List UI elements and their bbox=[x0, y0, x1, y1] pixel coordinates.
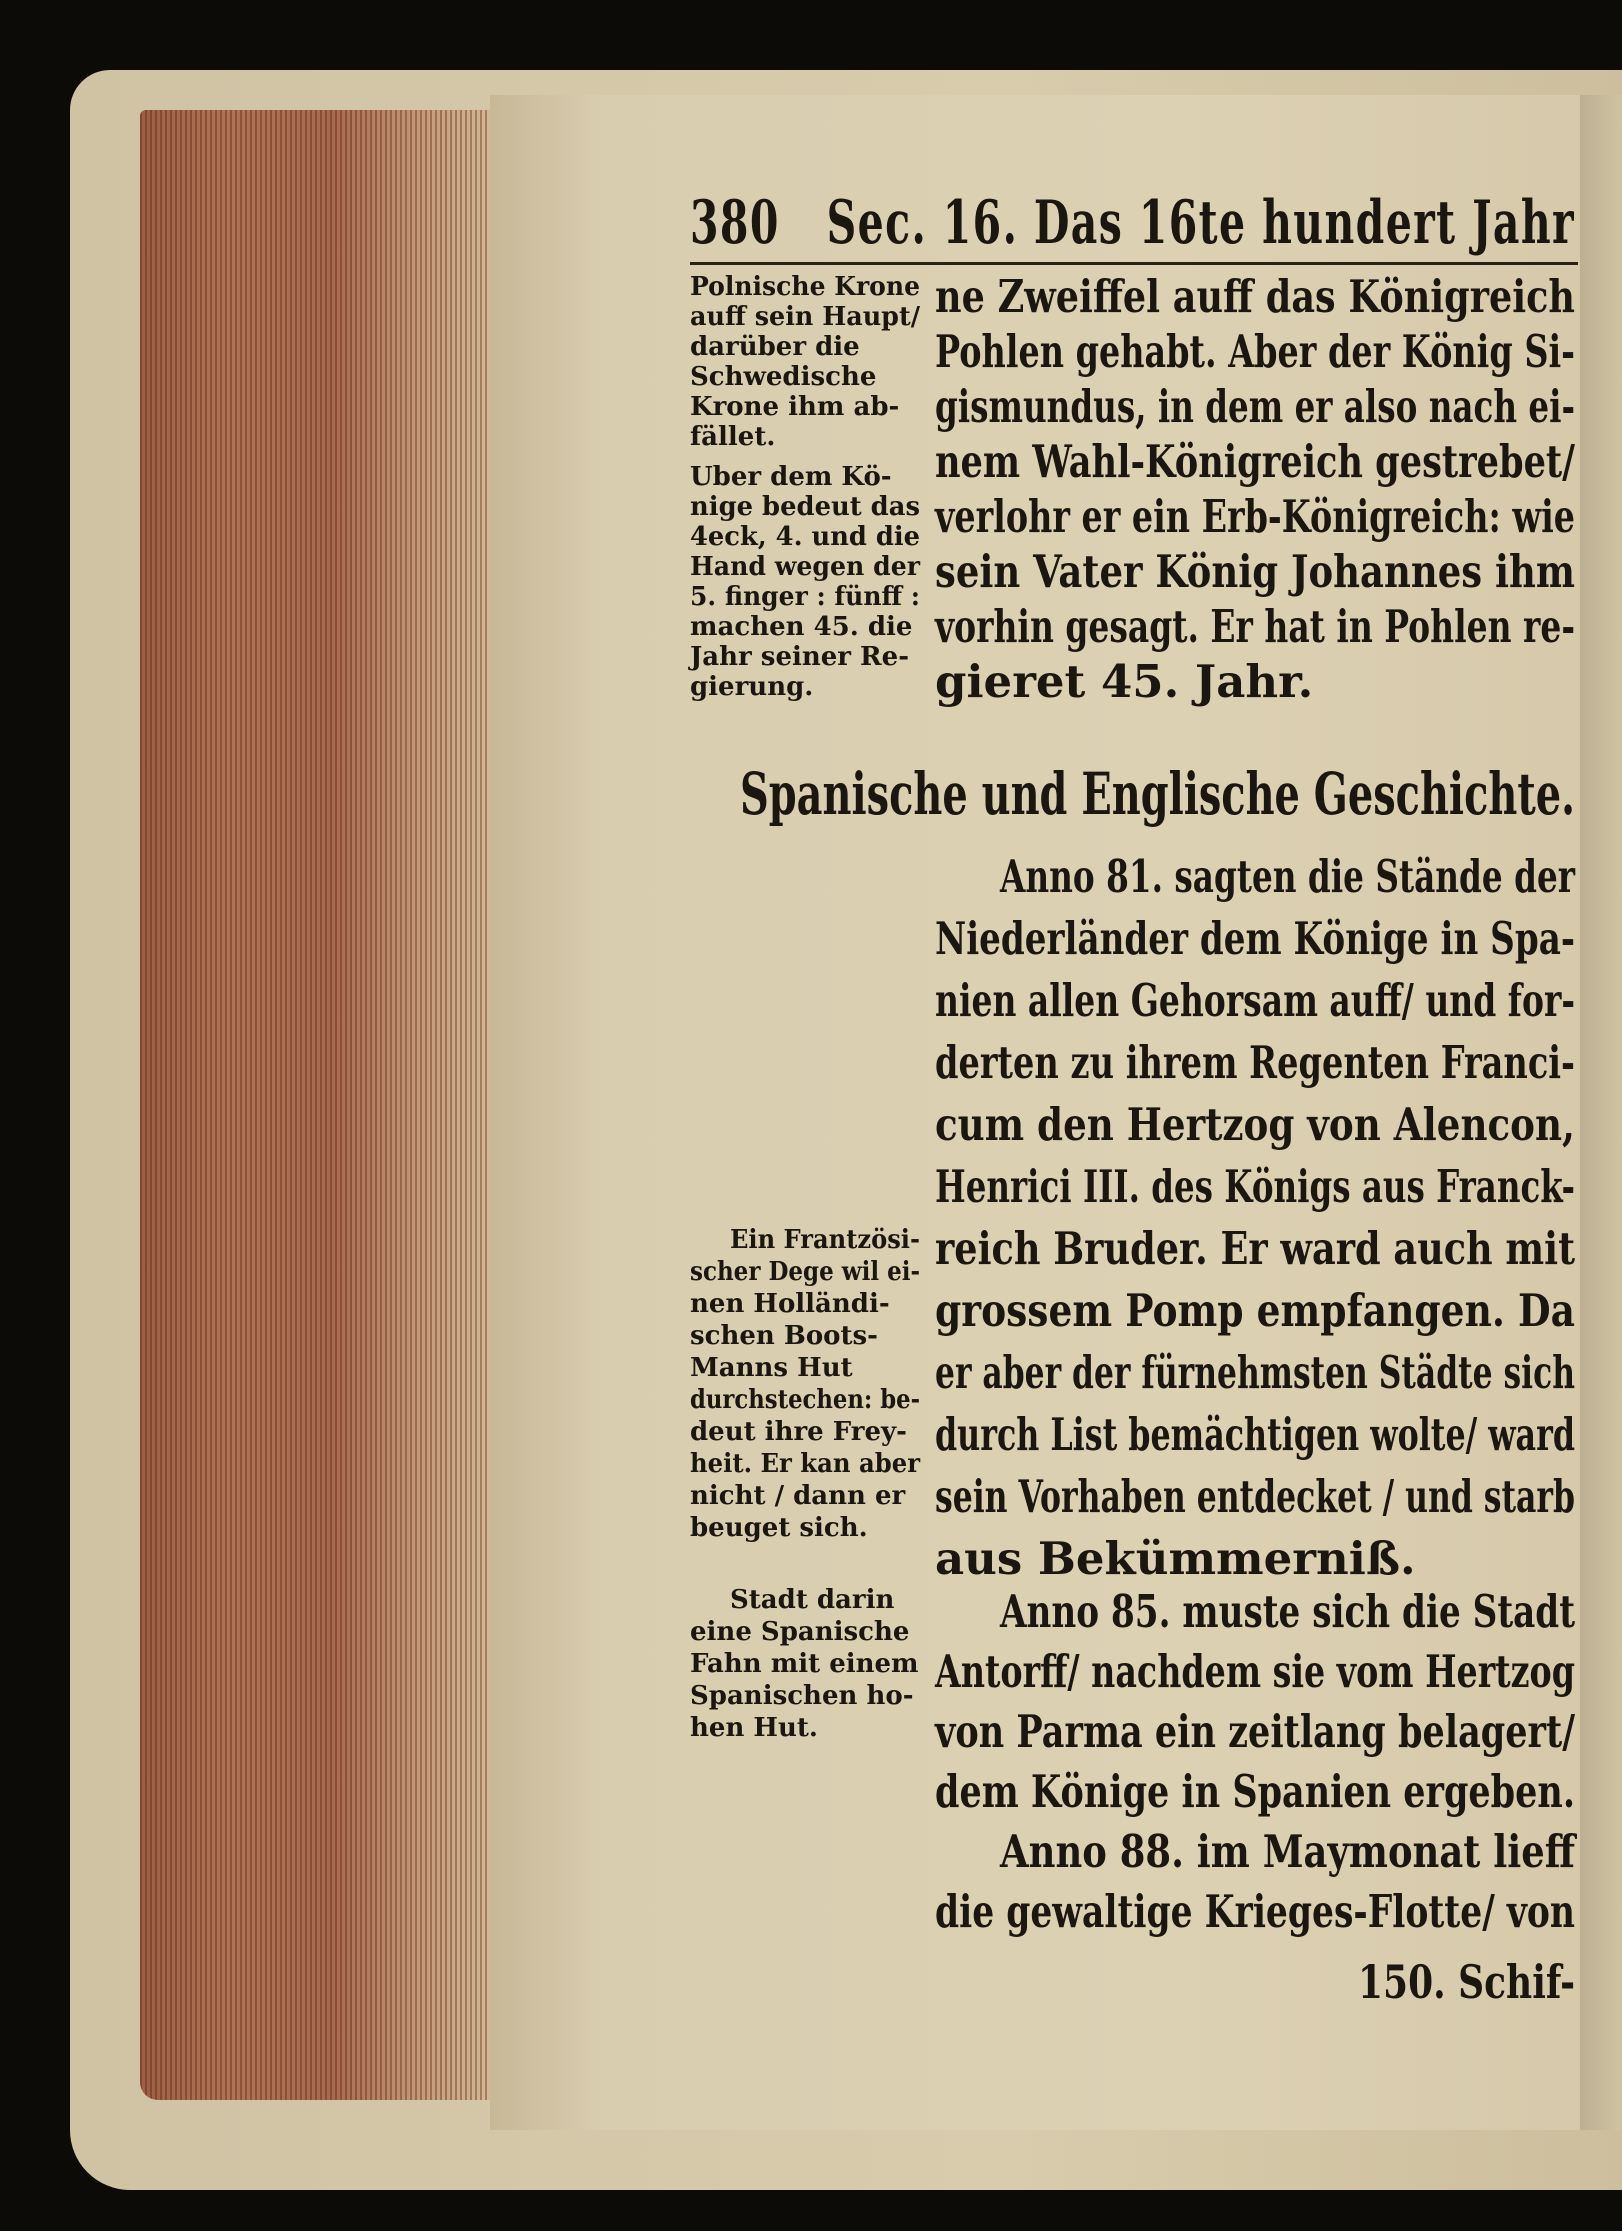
body-text-line: nien allen Gehorsam auff/ und for- bbox=[935, 974, 1575, 1027]
margin-note-line: Fahn mit einem bbox=[690, 1649, 919, 1679]
margin-note-line: Uber dem Kö- bbox=[690, 462, 892, 492]
margin-note-line: Ein Frantzösi- bbox=[730, 1225, 920, 1255]
margin-note-line: darüber die bbox=[690, 332, 860, 362]
margin-note-line: Schwedische bbox=[690, 362, 877, 392]
margin-note-line: Stadt darin bbox=[730, 1585, 895, 1615]
margin-note-line: beuget sich. bbox=[690, 1513, 868, 1543]
margin-note-line: scher Dege wil ei- bbox=[690, 1257, 920, 1287]
margin-note-line: machen 45. die bbox=[690, 612, 913, 642]
body-text-line: Antorff/ nachdem sie vom Hertzog bbox=[935, 1645, 1575, 1698]
body-text-line: aus Bekümmerniß. bbox=[935, 1532, 1416, 1585]
body-text-line: Anno 88. im Maymonat lieff bbox=[1000, 1825, 1575, 1878]
margin-note-line: Spanischen ho- bbox=[690, 1681, 914, 1711]
margin-note-line: Manns Hut bbox=[690, 1353, 853, 1383]
body-text-line: Pohlen gehabt. Aber der König Si- bbox=[935, 325, 1575, 378]
body-text-line: verlohr er ein Erb-Königreich: wie bbox=[935, 490, 1575, 543]
body-text-line: die gewaltige Krieges-Flotte/ von bbox=[935, 1885, 1575, 1938]
body-text-line: er aber der fürnehmsten Städte sich bbox=[935, 1346, 1575, 1399]
body-text-line: gieret 45. Jahr. bbox=[935, 655, 1314, 708]
body-text-line: vorhin gesagt. Er hat in Pohlen re- bbox=[935, 600, 1575, 653]
facing-page-edge bbox=[1580, 95, 1622, 2130]
body-text-line: Henrici III. des Königs aus Franck- bbox=[935, 1160, 1575, 1213]
body-text-line: cum den Hertzog von Alencon, bbox=[935, 1098, 1575, 1151]
body-text-line: reich Bruder. Er ward auch mit bbox=[935, 1222, 1575, 1275]
margin-note-line: deut ihre Frey- bbox=[690, 1417, 907, 1447]
page-edges bbox=[140, 110, 490, 2100]
page-number: 380 bbox=[690, 188, 780, 258]
body-text-line: derten zu ihrem Regenten Franci- bbox=[935, 1036, 1575, 1089]
body-text-line: von Parma ein zeitlang belagert/ bbox=[935, 1705, 1575, 1758]
body-text-line: ne Zweiffel auff das Königreich bbox=[935, 270, 1575, 323]
margin-note-line: auff sein Haupt/ bbox=[690, 302, 920, 332]
body-text-line: durch List bemächtigen wolte/ ward bbox=[935, 1408, 1575, 1461]
margin-note-line: gierung. bbox=[690, 672, 814, 702]
margin-note-line: 4eck, 4. und die bbox=[690, 522, 920, 552]
margin-note-line: nen Holländi- bbox=[690, 1289, 890, 1319]
margin-note-line: hen Hut. bbox=[690, 1713, 818, 1743]
running-head bbox=[690, 188, 1575, 258]
body-text-line: Anno 85. muste sich die Stadt bbox=[1000, 1585, 1575, 1638]
margin-note-line: Hand wegen der bbox=[690, 552, 920, 582]
body-text-line: Niederländer dem Könige in Spa- bbox=[935, 912, 1575, 965]
margin-note-line: fället. bbox=[690, 422, 776, 452]
margin-note-line: Krone ihm ab- bbox=[690, 392, 900, 422]
header-rule bbox=[690, 262, 1578, 265]
body-text-line: dem Könige in Spanien ergeben. bbox=[935, 1765, 1575, 1818]
running-title: Sec. 16. Das 16te hundert Jahr bbox=[826, 188, 1575, 258]
margin-note-line: durchstechen: be- bbox=[690, 1385, 920, 1415]
body-text-line: sein Vater König Johannes ihm bbox=[935, 545, 1575, 598]
section-heading: Spanische und Englische Geschichte. bbox=[740, 760, 1575, 828]
body-text-line: nem Wahl-Königreich gestrebet/ bbox=[935, 435, 1575, 488]
margin-note-line: heit. Er kan aber bbox=[690, 1449, 920, 1479]
body-text-line: gismundus, in dem er also nach ei- bbox=[935, 380, 1575, 433]
catchword: 150. Schif- bbox=[1358, 1955, 1575, 2009]
margin-note-line: nicht / dann er bbox=[690, 1481, 906, 1511]
body-text-line: sein Vorhaben entdecket / und starb bbox=[935, 1470, 1575, 1523]
body-text-line: grossem Pomp empfangen. Da bbox=[935, 1284, 1575, 1337]
margin-note-line: eine Spanische bbox=[690, 1617, 910, 1647]
margin-note-line: 5. finger : fünff : bbox=[690, 582, 920, 612]
margin-note-line: nige bedeut das bbox=[690, 492, 920, 522]
margin-note-line: schen Boots- bbox=[690, 1321, 878, 1351]
margin-note-line: Polnische Krone bbox=[690, 272, 920, 302]
margin-note-line: Jahr seiner Re- bbox=[690, 642, 909, 672]
body-text-line: Anno 81. sagten die Stände der bbox=[1000, 850, 1575, 903]
